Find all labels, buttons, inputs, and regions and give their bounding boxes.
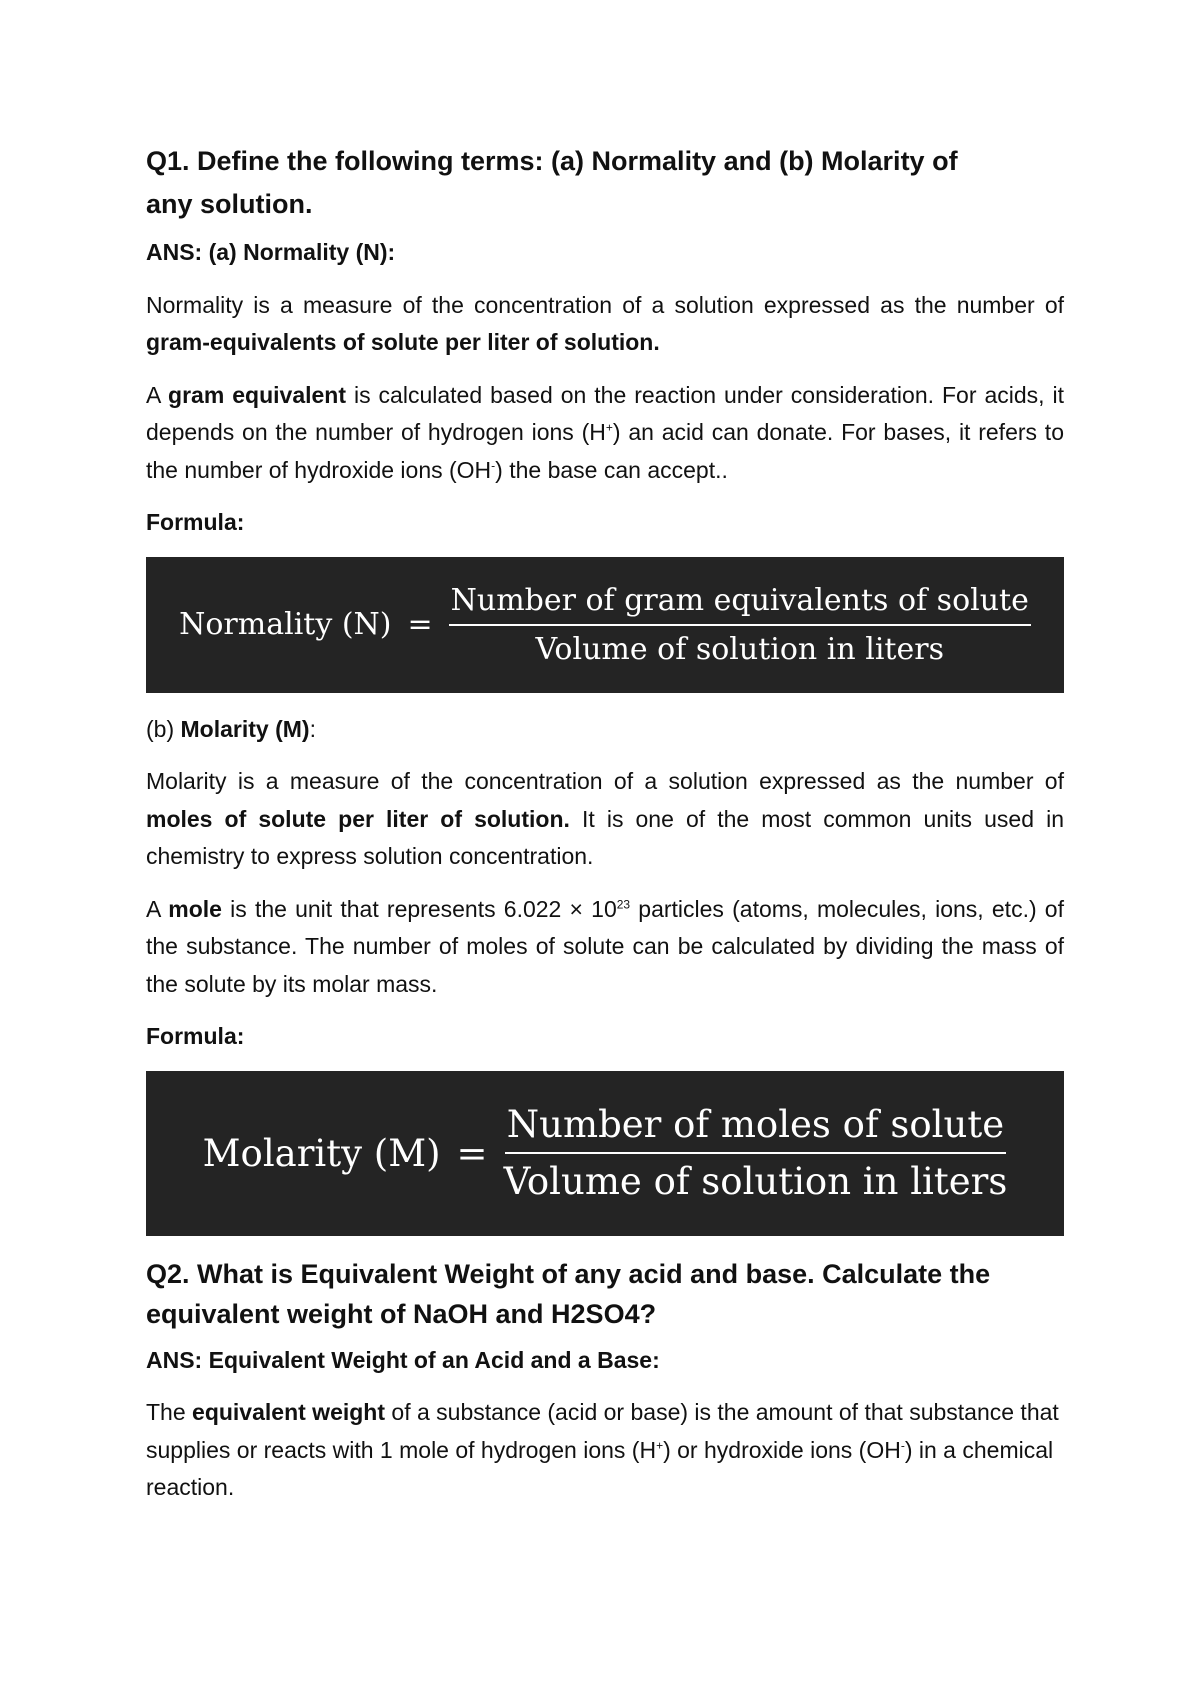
normality-definition-text: Normality is a measure of the concentration of a solution expressed as the number of	[146, 291, 1064, 318]
molarity-formula-fraction	[504, 1103, 1008, 1203]
q1-answer-label	[146, 234, 1064, 272]
normality-formula-equals: =	[407, 607, 433, 642]
equivalent-weight-text-d: ) or hydroxide ions (OH	[663, 1436, 901, 1463]
molarity-definition-text-c: It is one of the most common units used in chemistry to express solution concentration.	[146, 805, 1064, 869]
equivalent-weight-bold: equivalent weight	[192, 1399, 386, 1425]
molarity-label-prefix: (b)	[146, 715, 181, 742]
gram-equivalent-bold: gram equivalent	[168, 381, 347, 408]
q2-heading-line1: Q2. What is Equivalent Weight of any acid and base. Calculate the	[146, 1258, 991, 1289]
molarity-definition-text-a: Molarity is a measure of the concentration of a solution expressed as the number of	[146, 768, 1064, 794]
gram-equivalent-paragraph	[146, 377, 1064, 490]
mole-paragraph	[146, 891, 1064, 1004]
q2-hydroxide-ion-charge: -	[900, 1437, 905, 1452]
gram-equivalent-text-a: A	[146, 381, 169, 408]
normality-formula-numerator: Number of gram equivalents of solute	[449, 583, 1031, 626]
mole-bold: mole	[168, 895, 222, 922]
molarity-definition-bold: moles of solute per liter of solution.	[146, 805, 570, 832]
molarity-formula-equals: =	[456, 1131, 488, 1175]
mole-text-d: particles (atoms, molecules, ions, etc.) of the substance. The number of moles of solute can be calculated by dividing the mass of the solute by its molar mass.	[146, 895, 1064, 997]
molarity-formula-label	[146, 1018, 1064, 1056]
gram-equivalent-text-d: ) an acid can donate. For bases, it refers to the number of hydroxide ions (OH	[146, 419, 1064, 483]
q1-heading-line2: any solution.	[146, 189, 313, 219]
molarity-label-colon: :	[309, 715, 316, 742]
normality-formula-label-text: Formula:	[146, 509, 245, 535]
q2-answer-label	[146, 1342, 1064, 1380]
molarity-formula-label-text: Formula:	[146, 1023, 245, 1049]
molarity-formula-box	[146, 1071, 1064, 1236]
normality-formula-lhs: Normality (N)	[179, 607, 392, 642]
molarity-label-bold: Molarity (M)	[180, 715, 310, 742]
normality-formula-denominator: Volume of solution in liters	[535, 631, 944, 667]
equivalent-weight-text-a: The	[146, 1399, 193, 1425]
q2-hydrogen-ion-charge: +	[656, 1437, 664, 1452]
gram-equivalent-text-e: ) the base can accept..	[495, 456, 728, 483]
normality-formula-label	[146, 504, 1064, 542]
equivalent-weight-text-e: ) in a chemical reaction.	[146, 1436, 1054, 1500]
normality-definition	[146, 287, 1064, 362]
molarity-formula-numerator: Number of moles of solute	[505, 1103, 1006, 1154]
normality-formula-box	[146, 557, 1064, 693]
hydrogen-ion-charge: +	[605, 420, 613, 435]
q1-heading-line1: Q1. Define the following terms: (a) Normality and (b) Molarity of	[146, 146, 958, 176]
avogadro-exponent: 23	[616, 896, 631, 911]
equivalent-weight-paragraph	[146, 1394, 1064, 1507]
molarity-definition	[146, 763, 1064, 876]
q1-heading	[146, 140, 1064, 226]
q2-ans-label-text: ANS: Equivalent Weight of an Acid and a Base:	[146, 1346, 660, 1373]
equivalent-weight-text-c: of a substance (acid or base) is the amount of that substance that supplies or reacts with 1 mole of hydrogen ions (H	[146, 1399, 1059, 1463]
normality-formula-fraction	[449, 583, 1031, 667]
document-page	[146, 140, 1064, 1522]
molarity-formula-denominator: Volume of solution in liters	[503, 1160, 1008, 1203]
mole-text-c: is the unit that represents 6.022 × 10	[221, 895, 617, 922]
q2-heading	[146, 1254, 1064, 1334]
q2-heading-line2: equivalent weight of NaOH and H2SO4?	[146, 1298, 657, 1329]
gram-equivalent-text-c: is calculated based on the reaction under consideration. For acids, it depends on the number of hydrogen ions (H	[146, 381, 1064, 445]
q1-ans-label-text: ANS: (a) Normality (N):	[146, 239, 396, 265]
mole-text-a: A	[146, 895, 169, 922]
molarity-formula-lhs: Molarity (M)	[202, 1131, 441, 1175]
normality-definition-bold: gram-equivalents of solute per liter of solution.	[146, 329, 660, 355]
hydroxide-ion-charge: -	[491, 457, 496, 472]
molarity-label	[146, 711, 1064, 749]
